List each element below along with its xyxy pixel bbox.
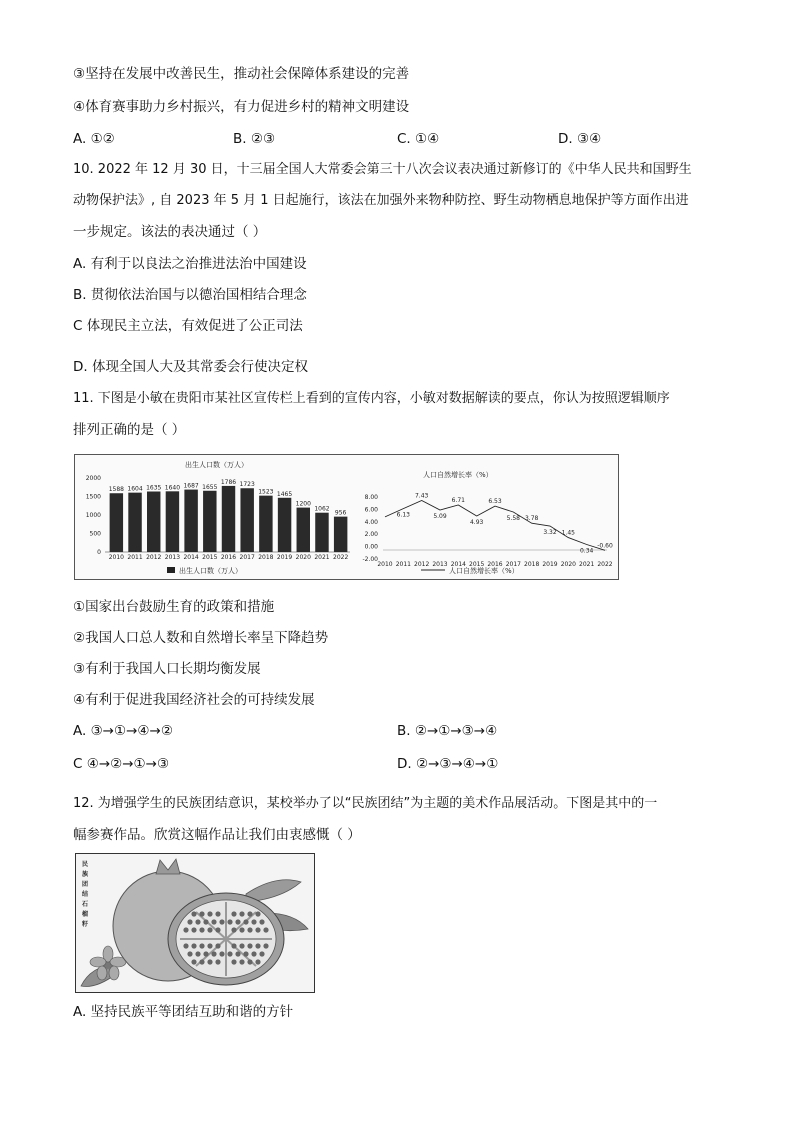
q11-item-3: ③有利于我国人口长期均衡发展 xyxy=(73,661,261,677)
line-xtick-label: 2019 xyxy=(542,561,558,568)
line-value-label: 7.43 xyxy=(414,492,429,500)
q9-option-b[interactable]: B. ②③ xyxy=(233,131,276,147)
pomegranate-seed xyxy=(195,951,200,956)
pomegranate-seed xyxy=(239,911,244,916)
bar-2021 xyxy=(315,513,328,552)
bar-2014 xyxy=(184,490,197,552)
pomegranate-seed xyxy=(203,951,208,956)
pomegranate-seed xyxy=(243,951,248,956)
bar-ytick-label: 0 xyxy=(97,549,101,556)
bar-ytick-label: 500 xyxy=(89,530,101,538)
bar-value-label: 1687 xyxy=(183,482,199,490)
pomegranate-seed xyxy=(263,927,268,932)
line-xtick-label: 2022 xyxy=(597,561,613,568)
pomegranate-artwork xyxy=(75,853,315,993)
pomegranate-seed xyxy=(239,927,244,932)
bar-2017 xyxy=(240,488,253,552)
pomegranate-seed xyxy=(215,943,220,948)
bar-2019 xyxy=(278,498,291,552)
bar-value-label: 956 xyxy=(334,509,347,517)
line-value-label: 0.34 xyxy=(579,547,594,555)
bar-legend-label: 出生人口数（万人） xyxy=(179,567,242,575)
bar-value-label: 1723 xyxy=(239,481,255,489)
pomegranate-seed xyxy=(251,951,256,956)
bar-value-label: 1465 xyxy=(276,490,293,498)
line-value-label: 5.09 xyxy=(433,513,447,521)
line-value-label: 6.71 xyxy=(451,496,466,504)
line-xtick-label: 2012 xyxy=(414,561,430,568)
pomegranate-seed xyxy=(247,943,252,948)
pomegranate-seed xyxy=(187,951,192,956)
bar-value-label: 1200 xyxy=(295,500,311,508)
line-xtick-label: 2021 xyxy=(579,561,595,568)
pomegranate-seed xyxy=(183,927,188,932)
bar-2012 xyxy=(147,492,160,552)
q10-option-d[interactable]: D. 体现全国人大及其常委会行使决定权 xyxy=(73,359,308,375)
pomegranate-seed xyxy=(207,959,212,964)
line-legend-label: 人口自然增长率（%） xyxy=(449,567,519,575)
pomegranate-seed xyxy=(215,911,220,916)
bar-2010 xyxy=(110,493,123,552)
pomegranate-seed xyxy=(247,911,252,916)
q10-stem-line2: 动物保护法》, 自 2023 年 5 月 1 日起施行，该法在加强外来物种防控、野生动物栖息地保护等方面作出进 xyxy=(73,193,689,208)
pomegranate-seed xyxy=(239,959,244,964)
pomegranate-seed xyxy=(255,959,260,964)
q11-option-c[interactable]: C ④→②→①→③ xyxy=(73,756,170,772)
bar-value-label: 1655 xyxy=(202,483,218,491)
pomegranate-seed xyxy=(191,911,196,916)
bar-xtick-label: 2011 xyxy=(127,554,143,561)
bar-xtick-label: 2014 xyxy=(183,554,199,561)
pomegranate-seed xyxy=(199,943,204,948)
line-ytick-label: 4.00 xyxy=(364,518,378,526)
artwork-poem: 民 族 团 结 石 榴 籽 xyxy=(82,861,89,928)
pomegranate-seed xyxy=(191,959,196,964)
pomegranate-seed xyxy=(219,951,224,956)
bar-value-label: 1604 xyxy=(127,485,143,493)
bar-2022 xyxy=(334,517,347,552)
pomegranate-seed xyxy=(199,959,204,964)
pomegranate-seed xyxy=(247,959,252,964)
bar-ytick-label: 2000 xyxy=(85,475,101,482)
pomegranate-seed xyxy=(259,951,264,956)
line-ytick-label: 0.00 xyxy=(364,543,378,551)
pomegranate-seed xyxy=(183,943,188,948)
pomegranate-seed xyxy=(231,927,236,932)
pomegranate-seed xyxy=(247,927,252,932)
pomegranate-seed xyxy=(195,919,200,924)
bar-2020 xyxy=(297,508,310,552)
pomegranate-seed xyxy=(255,927,260,932)
bar-xtick-label: 2022 xyxy=(333,554,349,561)
line-chart-title: 人口自然增长率（%） xyxy=(423,471,493,479)
q12-stem-line2: 幅参赛作品。欣赏这幅作品让我们由衷感慨（ ） xyxy=(73,827,361,843)
bar-value-label: 1588 xyxy=(108,486,124,494)
bar-xtick-label: 2016 xyxy=(220,554,237,561)
bar-xtick-label: 2012 xyxy=(146,554,162,561)
line-ytick-label: 6.00 xyxy=(364,506,378,514)
line-ytick-label: -2.00 xyxy=(362,556,378,563)
line-ytick-label: 8.00 xyxy=(364,494,378,501)
pomegranate-seed xyxy=(255,943,260,948)
line-value-label: 3.32 xyxy=(543,529,557,537)
bar-value-label: 1062 xyxy=(314,505,330,513)
q11-option-d[interactable]: D. ②→③→④→① xyxy=(397,756,499,772)
line-value-label: 1.45 xyxy=(561,529,576,537)
q10-option-a[interactable]: A. 有利于以良法之治推进法治中国建设 xyxy=(73,256,307,272)
q11-item-1: ①国家出台鼓励生育的政策和措施 xyxy=(73,599,275,615)
line-xtick-label: 2017 xyxy=(505,561,521,568)
q10-stem-line3: 一步规定。该法的表决通过（ ） xyxy=(73,224,267,240)
line-xtick-label: 2010 xyxy=(377,561,393,568)
pomegranate-seed xyxy=(211,951,216,956)
q9-item-4: ④体育赛事助力乡村振兴，有力促进乡村的精神文明建设 xyxy=(73,99,410,115)
line-value-label: 6.53 xyxy=(488,498,502,506)
pomegranate-seed xyxy=(227,951,232,956)
q12-option-a[interactable]: A. 坚持民族平等团结互助和谐的方针 xyxy=(73,1004,294,1020)
bar-value-label: 1635 xyxy=(146,484,162,492)
growth-rate-series-line xyxy=(385,501,605,551)
bar-value-label: 1523 xyxy=(258,488,274,496)
line-xtick-label: 2013 xyxy=(432,561,448,568)
bar-2011 xyxy=(128,493,141,552)
q11-stem-line2: 排列正确的是（ ） xyxy=(73,422,186,438)
line-value-label: -0.60 xyxy=(597,542,613,550)
q10-stem-line1: 10. 2022 年 12 月 30 日，十三届全国人大常委会第三十八次会议表决通过新修订的《中华人民共和国野生 xyxy=(73,162,692,177)
pomegranate-seed xyxy=(199,911,204,916)
pomegranate-seed xyxy=(211,919,216,924)
natural-growth-line-chart xyxy=(362,470,612,575)
pomegranate-seed xyxy=(203,919,208,924)
q9-option-a[interactable]: A. ①② xyxy=(73,131,115,147)
bar-xtick-label: 2021 xyxy=(314,554,330,561)
bar-xtick-label: 2020 xyxy=(295,554,311,561)
pomegranate-seed xyxy=(207,927,212,932)
line-value-label: 3.78 xyxy=(524,515,539,523)
line-xtick-label: 2020 xyxy=(560,561,576,568)
bar-2013 xyxy=(166,491,179,552)
q11-item-4: ④有利于促进我国经济社会的可持续发展 xyxy=(73,692,315,708)
population-chart-figure xyxy=(74,454,619,580)
pomegranate-seed xyxy=(227,919,232,924)
bar-ytick-label: 1000 xyxy=(85,512,101,519)
line-value-label: 6.13 xyxy=(396,511,411,519)
q11-stem-line1: 11. 下图是小敏在贵阳市某社区宣传栏上看到的宣传内容，小敏对数据解读的要点，你认为按照逻辑顺序 xyxy=(73,391,670,406)
pomegranate-seed xyxy=(231,911,236,916)
pomegranate-seed xyxy=(259,919,264,924)
q11-option-b[interactable]: B. ②→①→③→④ xyxy=(397,723,498,739)
q9-option-c[interactable]: C. ①④ xyxy=(397,131,440,147)
pomegranate-seed xyxy=(215,959,220,964)
line-xtick-label: 2018 xyxy=(524,561,540,568)
q9-item-3: ③坚持在发展中改善民生，推动社会保障体系建设的完善 xyxy=(73,66,410,82)
pomegranate-seed xyxy=(255,911,260,916)
bar-ytick-label: 1500 xyxy=(85,493,101,501)
pomegranate-seed xyxy=(251,919,256,924)
pomegranate-seed xyxy=(231,959,236,964)
q10-option-b[interactable]: B. 贯彻依法治国与以德治国相结合理念 xyxy=(73,287,307,303)
pomegranate-seed xyxy=(199,927,204,932)
bar-xtick-label: 2015 xyxy=(202,554,218,561)
line-value-label: 5.58 xyxy=(506,515,521,523)
bar-2016 xyxy=(222,486,235,552)
q11-option-a[interactable]: A. ③→①→④→② xyxy=(73,723,173,739)
birth-population-bar-chart xyxy=(86,460,350,575)
q9-option-d[interactable]: D. ③④ xyxy=(558,131,602,147)
bar-value-label: 1786 xyxy=(220,478,237,486)
line-value-label: 4.93 xyxy=(469,519,484,527)
bar-2018 xyxy=(259,496,272,552)
line-xtick-label: 2014 xyxy=(450,561,466,568)
bar-value-label: 1640 xyxy=(164,484,181,492)
pomegranate-seed xyxy=(191,927,196,932)
pomegranate-seed xyxy=(235,951,240,956)
line-xtick-label: 2015 xyxy=(469,561,485,568)
pomegranate-seed xyxy=(239,943,244,948)
pomegranate-seed xyxy=(219,919,224,924)
line-xtick-label: 2011 xyxy=(395,561,411,568)
q12-stem-line1: 12. 为增强学生的民族团结意识，某校举办了以“民族团结”为主题的美术作品展活动。下图是其中的一 xyxy=(73,796,658,811)
pomegranate-seed xyxy=(207,911,212,916)
bar-legend-swatch xyxy=(167,567,175,573)
line-ytick-label: 2.00 xyxy=(364,531,378,539)
pomegranate-seed xyxy=(243,919,248,924)
bar-xtick-label: 2019 xyxy=(276,554,293,561)
q10-option-c[interactable]: C 体现民主立法，有效促进了公正司法 xyxy=(73,318,303,334)
line-xtick-label: 2016 xyxy=(487,561,503,568)
pomegranate-seed xyxy=(191,943,196,948)
bar-xtick-label: 2010 xyxy=(108,554,124,561)
pomegranate-illustration xyxy=(76,854,314,992)
bar-xtick-label: 2017 xyxy=(239,554,255,561)
pomegranate-seed xyxy=(263,943,268,948)
bar-chart-title: 出生人口数（万人） xyxy=(185,461,248,469)
pomegranate-seed xyxy=(235,919,240,924)
bar-2015 xyxy=(203,491,216,552)
pomegranate-seed xyxy=(207,943,212,948)
population-charts-svg xyxy=(75,455,618,579)
pomegranate-seed xyxy=(231,943,236,948)
bar-xtick-label: 2013 xyxy=(164,554,181,561)
pomegranate-seed xyxy=(187,919,192,924)
q11-item-2: ②我国人口总人数和自然增长率呈下降趋势 xyxy=(73,630,329,646)
pomegranate-seed xyxy=(215,927,220,932)
bar-xtick-label: 2018 xyxy=(258,554,274,561)
